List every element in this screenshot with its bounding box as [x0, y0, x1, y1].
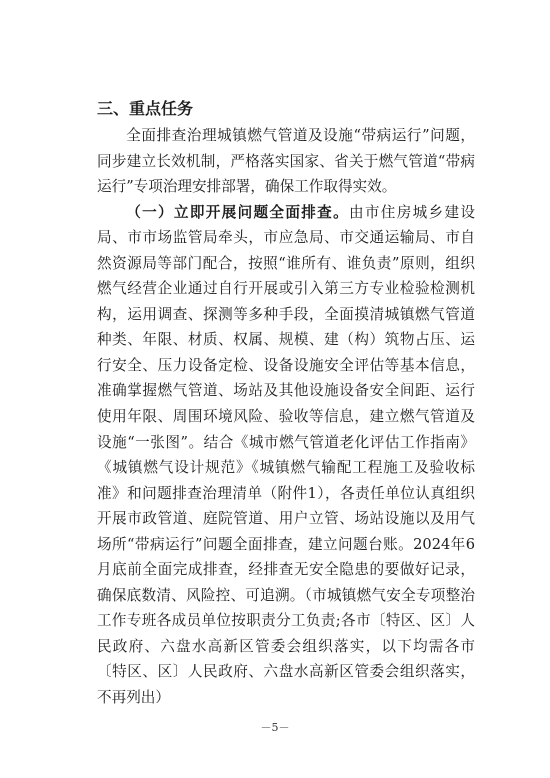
- task-body-text: 由市住房城乡建设局、市市场监管局牵头，市应急局、市交通运输局、市自然资源局等部门配合，按照“谁所有、谁负责”原则，组织燃气经营企业通过自行开展或引入第三方专业检验检测机构，运用调查、探测等多种手段，全面摸清城镇燃气管道种类、年限、材质、权属、规模、建（构）筑物占压、运行安全、压力设备定检、设备设施安全评估等基本信息，准确掌握燃气管道、场站及其他设施设备安全间距、运行使用年限、周围环境风险、验收等信息，建立燃气管道及设施“一张图”。结合《城市燃气管道老化评估工作指南》《城镇燃气设计规范》《城镇燃气输配工程施工及验收标准》和问题排查治理清单（附件1），各责任单位认真组织开展市政管道、庭院管道、用户立管、场站设施以及用气场所“带病运行”问题全面排查，建立问题台账。2024年6月底前全面完成排查，经排查无安全隐患的要做好记录，确保底数清、风险控、可追溯。（市城镇燃气安全专项整治工作专班各成员单位按职责分工负责;各市〔特区、区〕人民政府、六盘水高新区管委会组织落实，以下均需各市〔特区、区〕人民政府、六盘水高新区管委会组织落实，不再列出）: [97, 203, 475, 707]
- task-heading: （一）立即开展问题全面排查。: [126, 203, 349, 221]
- page-number: －5－: [260, 721, 290, 734]
- task-paragraph: [97, 200, 475, 711]
- document-body: [97, 98, 475, 711]
- section-heading: 三、重点任务: [97, 99, 194, 118]
- intro-paragraph: 全面排查治理城镇燃气管道及设施“带病运行”问题，同步建立长效机制，严格落实国家、省关于燃气管道“带病运行”专项治理安排部署，确保工作取得实效。: [97, 127, 475, 196]
